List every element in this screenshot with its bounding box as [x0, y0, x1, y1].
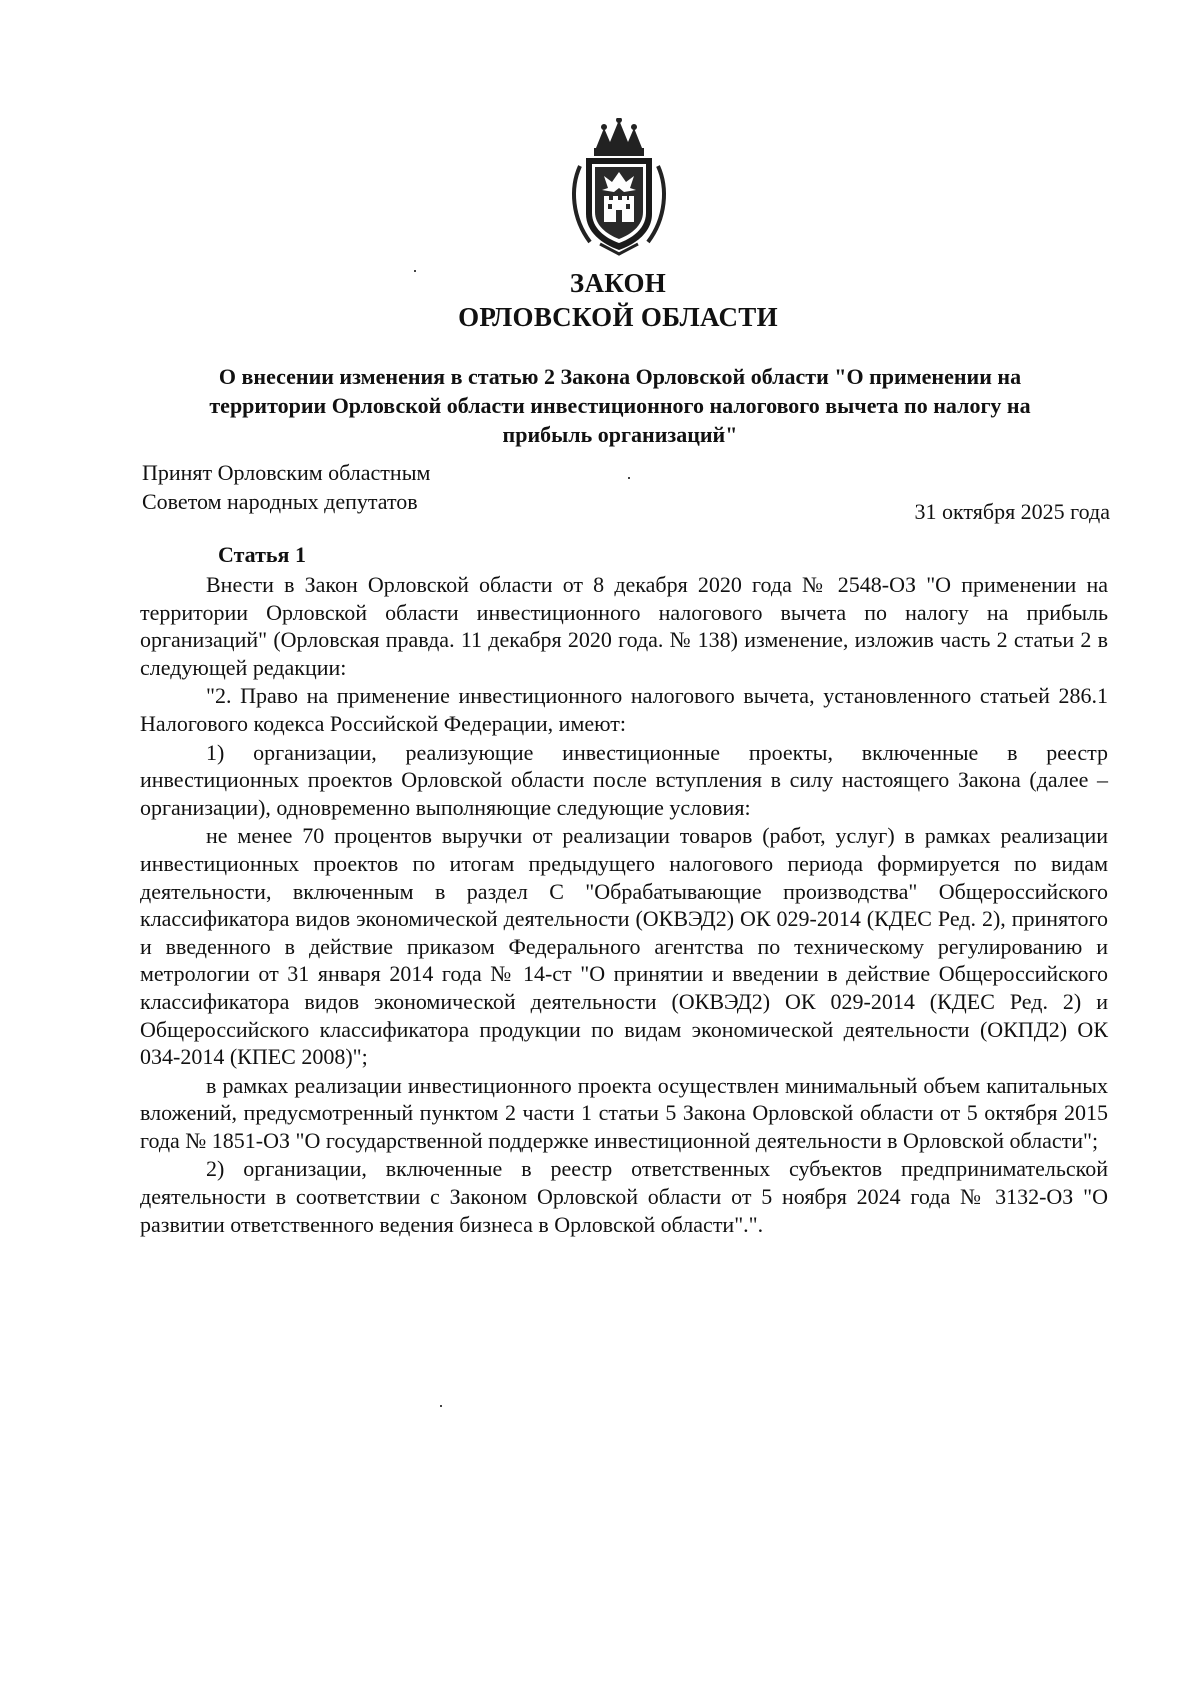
- scan-speck: [628, 477, 630, 479]
- adoption-date: 31 октября 2025 года: [914, 499, 1110, 524]
- article-paragraph: 1) организации, реализующие инвестиционные проекты, включенные в реестр инвестиционных проектов Орловской области после вступления в силу настоящего Закона (далее – организации), одновременно выполняющие следующие условия:: [140, 739, 1108, 820]
- article-body: [140, 571, 1108, 1239]
- document-title-line2: ОРЛОВСКОЙ ОБЛАСТИ: [458, 302, 778, 332]
- adoption-note: [142, 458, 430, 516]
- article-paragraph: "2. Право на применение инвестиционного налогового вычета, установленного статьей 286.1 Налогового кодекса Российской Федерации, имеют:: [140, 683, 1108, 736]
- adoption-line1: Принят Орловским областным: [142, 460, 431, 485]
- scan-speck: [414, 270, 416, 272]
- adoption-line2: Советом народных депутатов: [142, 489, 418, 514]
- law-subtitle: О внесении изменения в статью 2 Закона Орловской области "О применении на территории Орловской области инвестиционного налогового вычета по налогу на прибыль организаций": [209, 364, 1031, 447]
- article-heading: Статья 1: [218, 542, 306, 567]
- article-paragraph: в рамках реализации инвестиционного проекта осуществлен минимальный объем капитальных вложений, предусмотренный пунктом 2 части 1 статьи 5 Закона Орловской области от 5 октября 2015 года № 1851-ОЗ "О государственной поддержке инвестиционной деятельности в Орловской области";: [140, 1072, 1108, 1153]
- orel-region-coat-of-arms-icon: [566, 118, 672, 256]
- scan-speck: [440, 1405, 442, 1407]
- article-paragraph: Внести в Закон Орловской области от 8 декабря 2020 года № 2548-ОЗ "О применении на территории Орловской области инвестиционного налогового вычета по налогу на прибыль организаций" (Орловская правда. 11 декабря 2020 года. № 138) изменение, изложив часть 2 статьи 2 в следующей редакции:: [140, 572, 1108, 680]
- article-paragraph: 2) организации, включенные в реестр ответственных субъектов предпринимательской деятельности в соответствии с Законом Орловской области от 5 ноября 2024 года № 3132-ОЗ "О развитии ответственного ведения бизнеса в Орловской области".".: [140, 1156, 1108, 1237]
- article-paragraph: не менее 70 процентов выручки от реализации товаров (работ, услуг) в рамках реализации инвестиционных проектов по итогам предыдущего налогового периода формируется по видам деятельности, включенным в раздел C "Обрабатывающие производства" Общероссийского классификатора видов экономической деятельности (ОКВЭД2) ОК 029-2014 (КДЕС Ред. 2), принятого и введенного в действие приказом Федерального агентства по техническому регулированию и метрологии от 31 января 2014 года № 14-ст "О принятии и введении в действие Общероссийского классификатора видов экономической деятельности (ОКВЭД2) ОК 029-2014 (КДЕС Ред. 2) и Общероссийского классификатора продукции по видам экономической деятельности (ОКПД2) ОК 034-2014 (КПЕС 2008)";: [140, 823, 1108, 1070]
- document-title-line1: ЗАКОН: [569, 268, 667, 298]
